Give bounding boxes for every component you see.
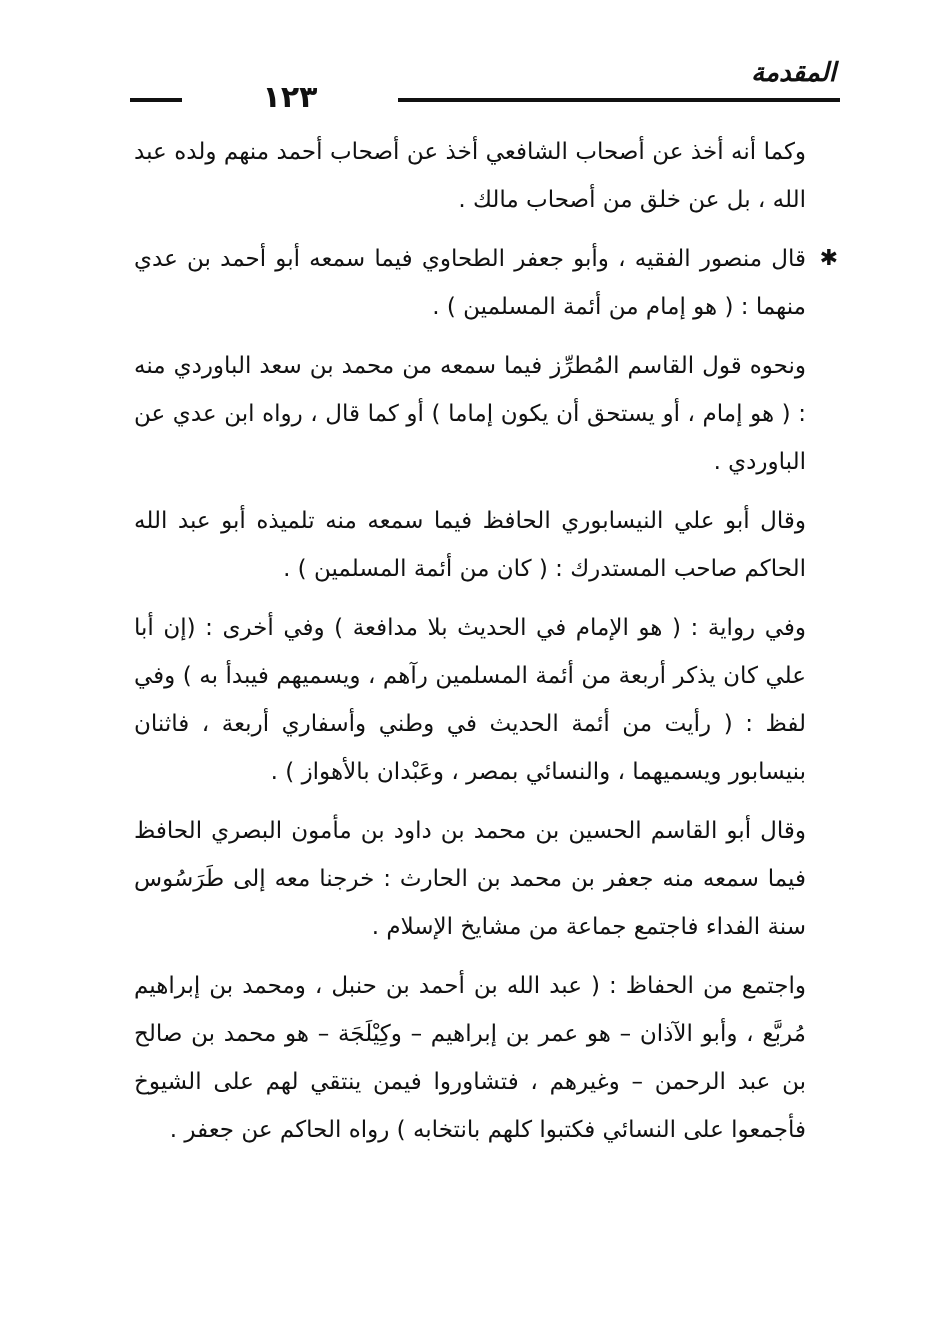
paragraph: وكما أنه أخذ عن أصحاب الشافعي أخذ عن أصحاب أحمد منهم ولده عبد الله ، بل عن خلق من أصحاب مالك . [134,139,806,213]
section-title: المقدمة [751,58,836,88]
page-body [134,128,838,1165]
paragraph: واجتمع من الحفاظ : ( عبد الله بن أحمد بن حنبل ، ومحمد بن إبراهيم مُربَّع ، وأبو الآذان – هو عمر بن إبراهيم – وكِيْلَجَة – هو محمد بن صالح بن عبد الرحمن – وغيرهم ، فتشاوروا فيمن ينتقي لهم على الشيوخ فأجمعوا على النسائي فكتبوا كلهم بانتخابه ) رواه الحاكم عن جعفر . [134,973,806,1143]
header-rule-right [398,98,840,102]
star-marker-icon: ✱ [819,246,838,271]
paragraph-starred [134,235,838,331]
paragraph: وقال أبو علي النيسابوري الحافظ فيما سمعه منه تلميذه أبو عبد الله الحاكم صاحب المستدرك : ( كان من أئمة المسلمين ) . [134,508,806,582]
header-rule-left [130,98,182,102]
page-number: ١٢٣ [262,80,318,115]
paragraph-text: قال منصور الفقيه ، وأبو جعفر الطحاوي فيما سمعه أبو أحمد بن عدي منهما : ( هو إمام من أئمة المسلمين ) . [134,246,806,320]
paragraph: وقال أبو القاسم الحسين بن محمد بن داود بن مأمون البصري الحافظ فيما سمعه منه جعفر بن محمد بن الحارث : خرجنا معه إلى طَرَسُوس سنة الفداء فاجتمع جماعة من مشايخ الإسلام . [134,818,806,940]
paragraph: ونحوه قول القاسم المُطرِّز فيما سمعه من محمد بن سعد الباوردي منه : ( هو إمام ، أو يستحق أن يكون إماما ) أو كما قال ، رواه ابن عدي عن الباوردي . [134,353,806,475]
paragraph: وفي رواية : ( هو الإمام في الحديث بلا مدافعة ) وفي أخرى : (إن أبا علي كان يذكر أربعة من أئمة المسلمين رآهم ، ويسميهم فيبدأ به ) وفي لفظ : ( رأيت من أئمة الحديث في وطني وأسفاري أربعة ، فاثنان بنيسابور ويسميهما ، والنسائي بمصر ، وعَبْدان بالأهواز ) . [134,615,806,785]
page-header [130,58,840,115]
